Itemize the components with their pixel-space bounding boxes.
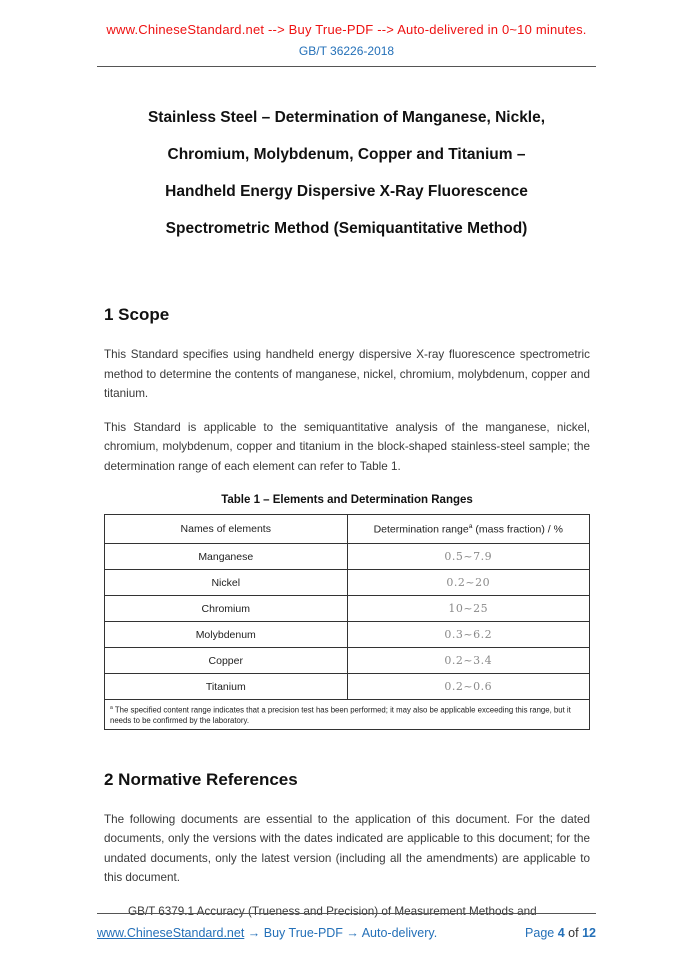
document-title	[90, 99, 603, 247]
element-name: Titanium	[105, 674, 348, 700]
table1-col1-header: Names of elements	[105, 515, 348, 544]
page-label: Page	[525, 926, 555, 940]
table-row	[105, 570, 590, 596]
table-row	[105, 622, 590, 648]
element-range: 0.2~0.6	[347, 674, 590, 700]
section-heading-scope: 1 Scope	[104, 305, 170, 324]
col2-header-sup: a	[468, 522, 473, 530]
footer-tagline: → Buy True-PDF → Auto-delivery.	[244, 926, 438, 940]
promo-banner: www.ChineseStandard.net --> Buy True-PDF --> Auto-delivered in 0~10 minutes.	[106, 22, 587, 37]
footer-site-link[interactable]: www.ChineseStandard.net	[97, 926, 245, 940]
table-footnote-row	[105, 700, 590, 730]
table-row	[105, 596, 590, 622]
total-pages: 12	[582, 926, 596, 940]
element-range: 0.3~6.2	[347, 622, 590, 648]
element-name: Molybdenum	[105, 622, 348, 648]
scope-paragraph-1: This Standard specifies using handheld energy dispersive X-ray fluorescence spectrometric method to determine the contents of manganese, nickel, chromium, molybdenum, copper and titanium.	[104, 348, 590, 400]
element-range: 10~25	[347, 596, 590, 622]
title-line-1: Stainless Steel – Determination of Manganese, Nickle,	[147, 109, 546, 126]
table-row	[105, 544, 590, 570]
footnote-text: The specified content range indicates that a precision test has been performed; it may also be applicable exceeding this range, but it needs to be confirmed by the laboratory.	[110, 705, 571, 725]
table1-col2-header	[347, 515, 590, 544]
element-range: 0.2~20	[347, 570, 590, 596]
section-heading-normative: 2 Normative References	[104, 769, 298, 789]
table1-footnote	[105, 700, 590, 730]
title-line-2: Chromium, Molybdenum, Copper and Titanium –	[167, 146, 526, 163]
title-line-3: Handheld Energy Dispersive X-Ray Fluorescence	[165, 183, 528, 200]
element-name: Copper	[105, 648, 348, 674]
page-number: 4	[557, 926, 565, 940]
footnote-sup: a	[110, 705, 113, 711]
col2-header-prefix: Determination range	[373, 523, 469, 536]
of-label: of	[568, 926, 579, 940]
page-content	[104, 305, 590, 921]
standard-code: GB/T 36226-2018	[298, 44, 395, 58]
element-name: Nickel	[105, 570, 348, 596]
table-row	[105, 674, 590, 700]
col2-header-suffix: (mass fraction) / %	[472, 523, 563, 536]
element-name: Chromium	[105, 596, 348, 622]
table1	[104, 514, 590, 730]
footer-page-indicator	[525, 926, 596, 940]
table1-caption: Table 1 – Elements and Determination Ranges	[221, 494, 473, 506]
table-header-row	[105, 515, 590, 544]
element-name: Manganese	[105, 544, 348, 570]
table-row	[105, 648, 590, 674]
element-range: 0.2~3.4	[347, 648, 590, 674]
normative-paragraph-2: GB/T 6379.1 Accuracy (Trueness and Precision) of Measurement Methods and	[128, 904, 537, 918]
header-divider	[97, 66, 596, 67]
normative-paragraph-1: The following documents are essential to the application of this document. For the dated documents, only the versions with the dates indicated are applicable to this document; for the undated documents, only the latest version (including all the amendments) are applicable to this document.	[104, 812, 590, 885]
page-footer	[97, 913, 596, 940]
scope-paragraph-2: This Standard is applicable to the semiquantitative analysis of the manganese, nickel, chromium, molybdenum, copper and titanium in the block-shaped stainless-steel sample; the determination range of each element can refer to Table 1.	[104, 420, 590, 473]
title-line-4: Spectrometric Method (Semiquantitative Method)	[165, 220, 528, 237]
footer-left	[97, 926, 437, 940]
element-range: 0.5~7.9	[347, 544, 590, 570]
